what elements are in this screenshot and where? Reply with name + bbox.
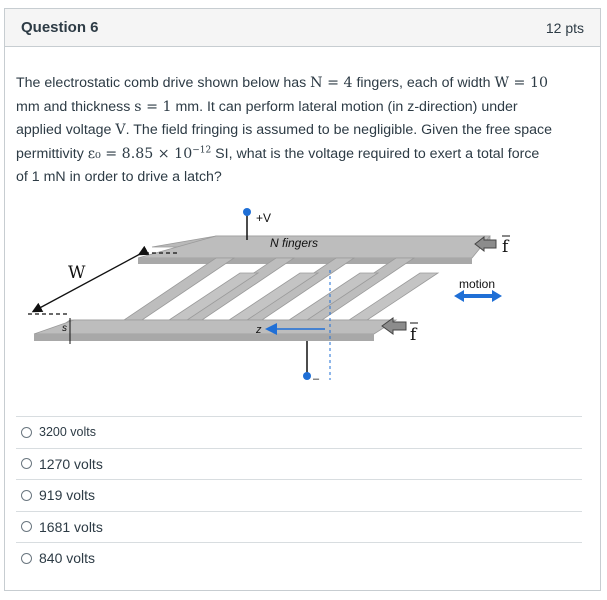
math-w: W = 10 (494, 75, 548, 91)
minus-label: – (313, 373, 320, 385)
question-header (5, 9, 600, 47)
answer-option[interactable] (16, 542, 582, 574)
question-text-segment: permittivity (16, 145, 88, 162)
question-points: 12 pts (545, 19, 584, 36)
answer-option[interactable] (16, 448, 582, 480)
answer-label: 3200 volts (39, 425, 96, 440)
radio-button[interactable] (21, 427, 32, 438)
answer-list (16, 416, 582, 574)
question-text-segment: mm and thickness (16, 98, 135, 115)
radio-button[interactable] (21, 458, 32, 469)
answer-option[interactable] (16, 479, 582, 511)
radio-button[interactable] (21, 553, 32, 564)
answer-label: 1270 volts (39, 455, 103, 472)
n-fingers-label: N fingers (270, 236, 319, 250)
f-top-label: f (502, 237, 509, 257)
top-plate-edge (138, 258, 472, 264)
answer-label: 919 volts (39, 487, 96, 504)
math-epsilon: ε₀ = 8.85 × 10 (87, 145, 193, 162)
bottom-plate-body (34, 320, 396, 334)
s-label: s (62, 323, 67, 334)
question-text-segment: fingers, each of width (352, 75, 495, 91)
question-text-segment: The electrostatic comb drive shown below has (16, 75, 311, 91)
question-text (16, 72, 582, 190)
positive-terminal-dot (243, 208, 251, 216)
w-label: W (68, 263, 86, 283)
motion-label: motion (459, 277, 496, 291)
math-exponent: −12 (192, 144, 212, 155)
comb-drive-diagram (20, 200, 580, 390)
f-bottom-label: f (410, 325, 417, 345)
question-text-segment: . The field fringing is assumed to be negligible. Given the free space (125, 122, 553, 138)
radio-button[interactable] (21, 490, 32, 501)
question-text-segment: applied voltage (16, 122, 116, 138)
answer-label: 840 volts (39, 550, 96, 567)
math-n: N = 4 (310, 75, 353, 91)
comb-drive-figure (20, 200, 580, 390)
bottom-plate-edge (34, 334, 374, 341)
math-v: V (115, 122, 126, 138)
answer-option[interactable] (16, 416, 582, 448)
math-s: s = 1 (134, 98, 172, 115)
negative-terminal-dot (303, 372, 311, 380)
answer-option[interactable] (16, 511, 582, 543)
question-text-segment: mm. It can perform lateral motion (in z-direction) under (171, 98, 518, 115)
question-title: Question 6 (21, 19, 99, 36)
plus-v-label: +V (256, 211, 272, 225)
z-label: z (256, 324, 262, 336)
radio-button[interactable] (21, 521, 32, 532)
question-text-segment: of 1 mN in order to drive a latch? (16, 169, 222, 185)
question-text-segment: SI, what is the voltage required to exert a total force (211, 145, 540, 162)
answer-label: 1681 volts (39, 518, 103, 535)
